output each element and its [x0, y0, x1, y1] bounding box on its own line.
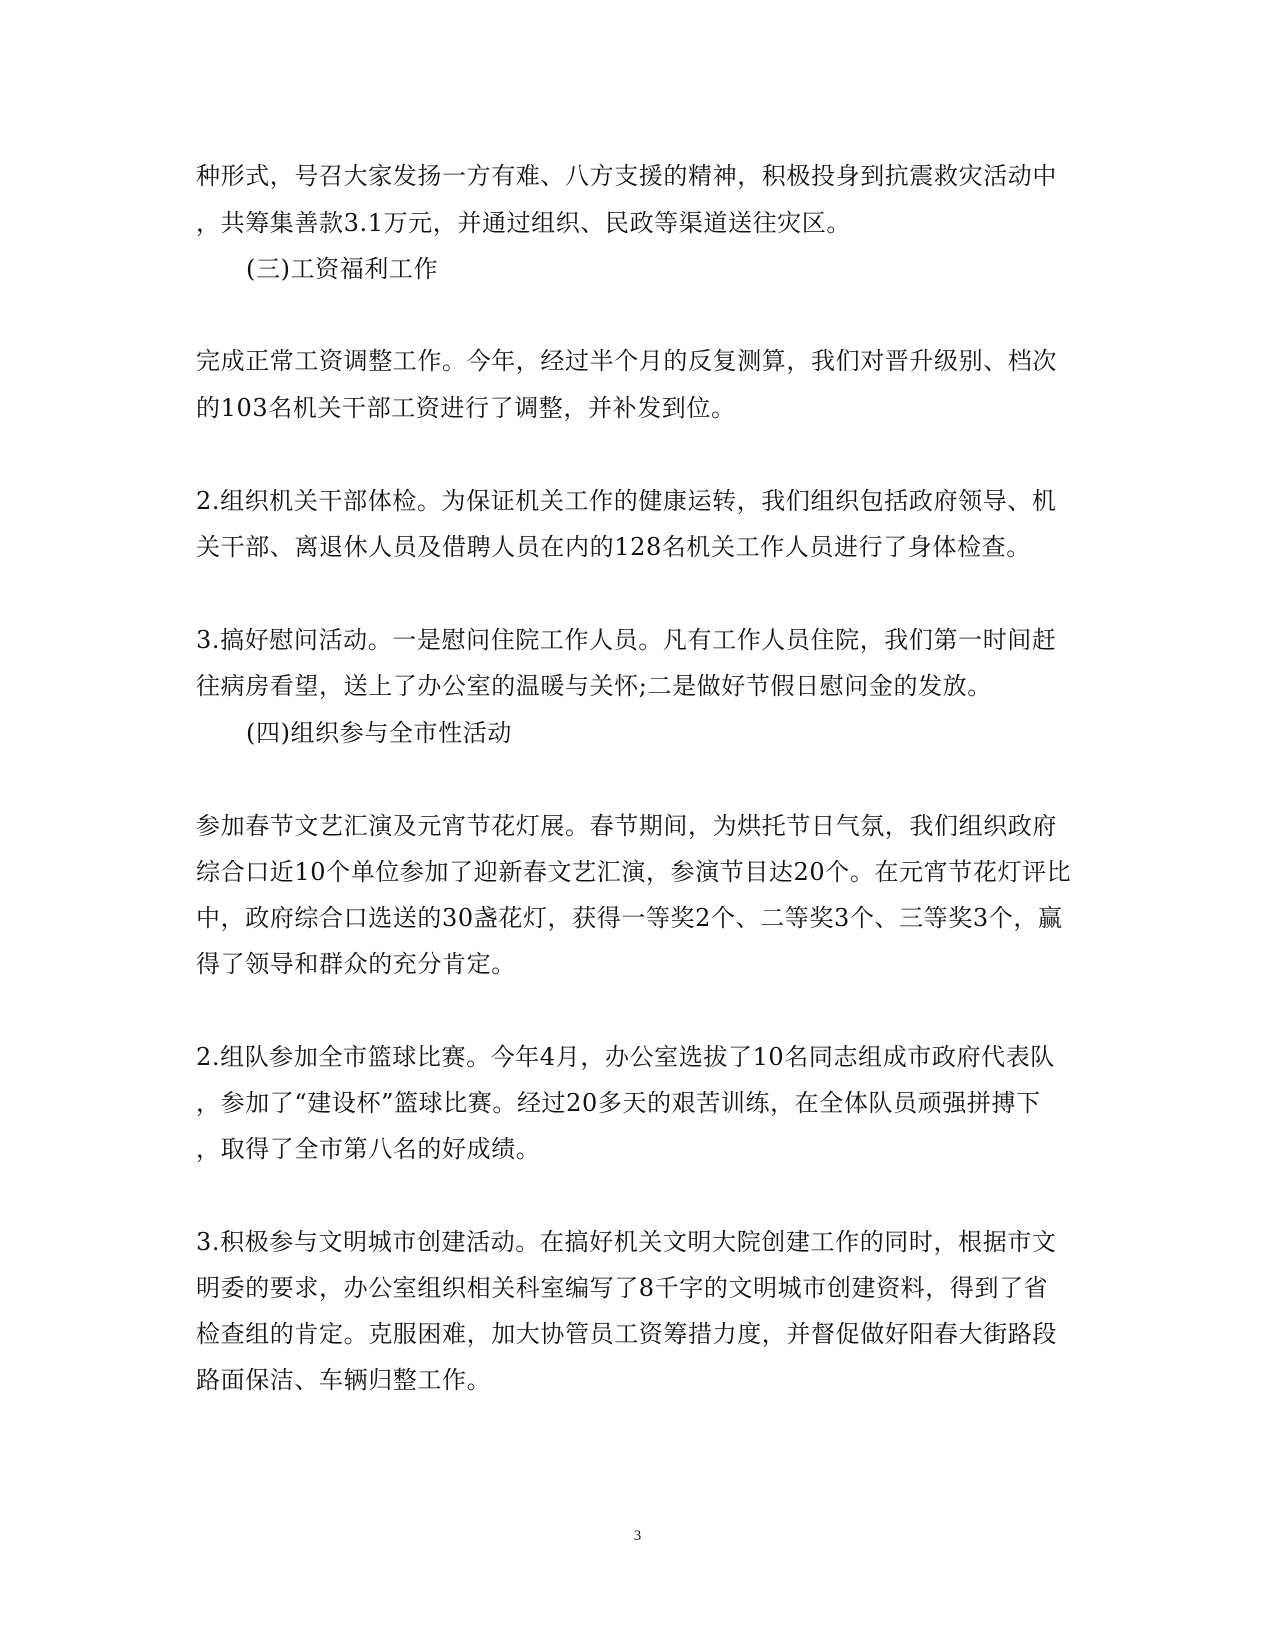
body-line: 检查组的肯定。克服困难，加大协管员工资筹措力度，并督促做好阳春大街路段: [196, 1320, 1057, 1348]
body-line: 种形式，号召大家发扬一方有难、八方支援的精神，积极投身到抗震救灾活动中: [196, 162, 1057, 190]
body-line: 中，政府综合口选送的30盏花灯，获得一等奖2个、二等奖3个、三等奖3个，赢: [196, 904, 1063, 932]
body-line: 得了领导和群众的充分肯定。: [196, 950, 516, 978]
body-line: 综合口近10个单位参加了迎新春文艺汇演，参演节目达20个。在元宵节花灯评比: [196, 858, 1072, 886]
body-line: 的103名机关干部工资进行了调整，并补发到位。: [196, 394, 736, 422]
body-line: ，参加了“建设杯”篮球比赛。经过20多天的艰苦训练，在全体队员顽强拼搏下: [196, 1089, 1041, 1117]
body-line: 关干部、离退休人员及借聘人员在内的128名机关工作人员进行了身体检查。: [196, 533, 1031, 561]
page-number: 3: [633, 1528, 642, 1544]
body-line: 明委的要求，办公室组织相关科室编写了8千字的文明城市创建资料，得到了省: [196, 1274, 1049, 1302]
section-heading: (三)工资福利工作: [246, 255, 439, 283]
body-line: 完成正常工资调整工作。今年，经过半个月的反复测算，我们对晋升级别、档次: [196, 347, 1057, 375]
body-line: 2.组织机关干部体检。为保证机关工作的健康运转，我们组织包括政府领导、机: [196, 487, 1057, 515]
body-line: 路面保洁、车辆归整工作。: [196, 1366, 492, 1394]
body-line: 参加春节文艺汇演及元宵节花灯展。春节期间，为烘托节日气氛，我们组织政府: [196, 812, 1057, 840]
body-line: ，取得了全市第八名的好成绩。: [196, 1135, 541, 1163]
body-line: 2.组队参加全市篮球比赛。今年4月，办公室选拔了10名同志组成市政府代表队: [196, 1043, 1055, 1071]
section-heading: (四)组织参与全市性活动: [246, 719, 512, 747]
body-line: 3.积极参与文明城市创建活动。在搞好机关文明大院创建工作的同时，根据市文: [196, 1228, 1057, 1256]
body-line: ，共筹集善款3.1万元，并通过组织、民政等渠道送往灾区。: [196, 209, 851, 237]
body-line: 3.搞好慰问活动。一是慰问住院工作人员。凡有工作人员住院，我们第一时间赶: [196, 626, 1057, 654]
body-line: 往病房看望，送上了办公室的温暖与关怀;二是做好节假日慰问金的发放。: [196, 672, 992, 700]
